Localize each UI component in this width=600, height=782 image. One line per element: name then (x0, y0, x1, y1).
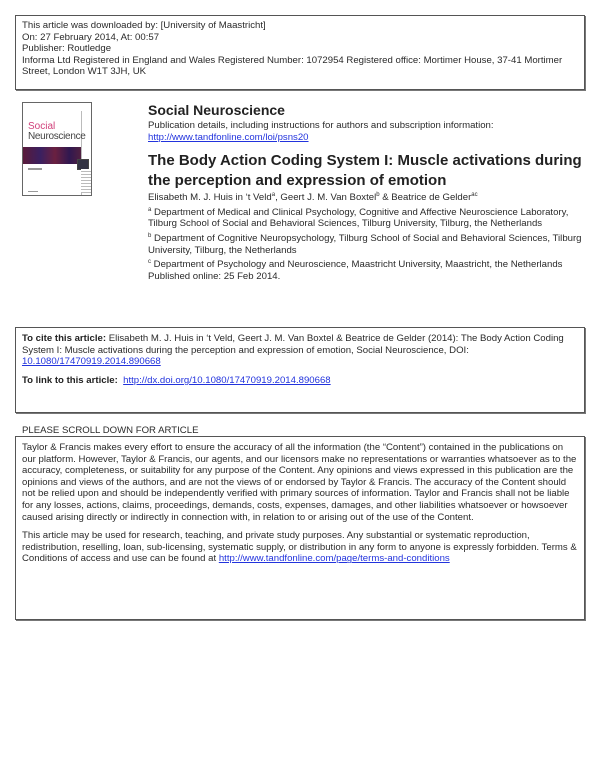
affiliation-text: Department of Cognitive Neuropsychology, Tilburg School of Social and Behavioral Sciences, Tilburg University, Tilburg, the Netherlands (148, 232, 582, 256)
affiliation (148, 207, 588, 230)
article-header (148, 102, 588, 282)
downloaded-by: This article was downloaded by: [University of Maastricht] (22, 20, 266, 31)
article-doi-url-link[interactable]: http://dx.doi.org/10.1080/17470919.2014.890668 (123, 374, 331, 386)
disclaimer-box (15, 436, 585, 620)
author-name: Beatrice de Gelder (391, 192, 472, 204)
journal-cover-image (22, 102, 92, 196)
cover-stripes (81, 169, 92, 193)
citation (22, 333, 578, 368)
author-sep: & (379, 192, 392, 204)
author-name: Elisabeth M. J. Huis in ‘t Veld (148, 192, 272, 204)
publication-details: Publication details, including instructions for authors and subscription information: (148, 120, 494, 131)
scroll-notice: PLEASE SCROLL DOWN FOR ARTICLE (22, 425, 199, 436)
disclaimer-paragraph-2 (22, 530, 578, 565)
authors (148, 192, 588, 204)
affiliation-sup: b (148, 232, 152, 239)
citation-box (15, 327, 585, 413)
download-date: On: 27 February 2014, At: 00:57 (22, 31, 160, 43)
publisher: Publisher: Routledge (22, 43, 112, 55)
affiliation-text: Department of Psychology and Neuroscience, Maastricht University, Maastricht, the Netherlands (151, 259, 563, 271)
cover-title-line2: Neuroscience (28, 131, 86, 142)
terms-link[interactable]: http://www.tandfonline.com/page/terms-and-conditions (218, 553, 450, 565)
affiliation (148, 233, 588, 256)
disclaimer-paragraph-1: Taylor & Francis makes every effort to ensure the accuracy of all the information (the “Content”) contained in the publications on our platform. However, Taylor & Francis, our agents, and our licensors make no representations or warranties whatsoever as to the accuracy, completeness, or suitability for any purpose of the Content. Any opinions and views expressed in this publication are the opinions and views of the authors, and are not the views of or endorsed by Taylor & Francis. The accuracy of the Content should not be relied upon and should be independently verified with primary sources of information. Taylor and Francis shall not be liable for any losses, actions, claims, proceedings, demands, costs, expenses, damages, and other liabilities whatsoever or howsoever caused arising directly or indirectly in connection with, in relation to or arising out of the use of the Content. (22, 442, 577, 523)
cite-text: Elisabeth M. J. Huis in ‘t Veld, Geert J. M. Van Boxtel & Beatrice de Gelder (2014): The Body Action Coding System I: Muscle activations during the perception and expression of emotion, Social Neuroscience, DOI: (22, 333, 564, 356)
cover-publisher-mark (28, 191, 38, 192)
registration-info: Informa Ltd Registered in England and Wales Registered Number: 1072954 Registered office: Mortimer House, 37-41 Mortimer Street, London W1T 3JH, UK (22, 54, 563, 78)
cover-subtext (28, 168, 42, 170)
cite-label: To cite this article: (22, 333, 107, 344)
article-title: The Body Action Coding System I: Muscle activations during the perception and expression of emotion (148, 152, 582, 190)
author-sup: ac (471, 192, 478, 198)
cover-band (23, 147, 81, 164)
author-sup: a (271, 192, 276, 198)
affiliation (148, 259, 588, 271)
download-info-box (15, 15, 585, 90)
published-date: Published online: 25 Feb 2014. (148, 270, 281, 282)
link-label: To link to this article: (22, 374, 118, 386)
usage-terms-text: This article may be used for research, teaching, and private study purposes. Any substantial or systematic reproduction, redistribution, reselling, loan, sub-licensing, systematic supply, or distribution in any form to anyone is expressly forbidden. Terms & Conditions of access and use can be found at (22, 530, 577, 565)
doi-link[interactable]: 10.1080/17470919.2014.890668 (22, 356, 161, 368)
author-name: Geert J. M. Van Boxtel (280, 192, 377, 204)
affiliation-sup: a (148, 206, 152, 213)
journal-url-link[interactable]: http://www.tandfonline.com/loi/psns20 (148, 131, 309, 143)
affiliation-sup: c (148, 258, 151, 265)
article-link-line (22, 375, 578, 387)
cover-title-line1: Social (28, 121, 56, 132)
affiliation-text: Department of Medical and Clinical Psychology, Cognitive and Affective Neuroscience Laboratory, Tilburg School of Social and Behavioral Sciences, Tilburg University, Tilburg, the Netherlands (148, 206, 569, 230)
author-sep: , (275, 192, 281, 204)
author-sup: b (376, 192, 380, 198)
journal-name: Social Neuroscience (148, 102, 285, 118)
